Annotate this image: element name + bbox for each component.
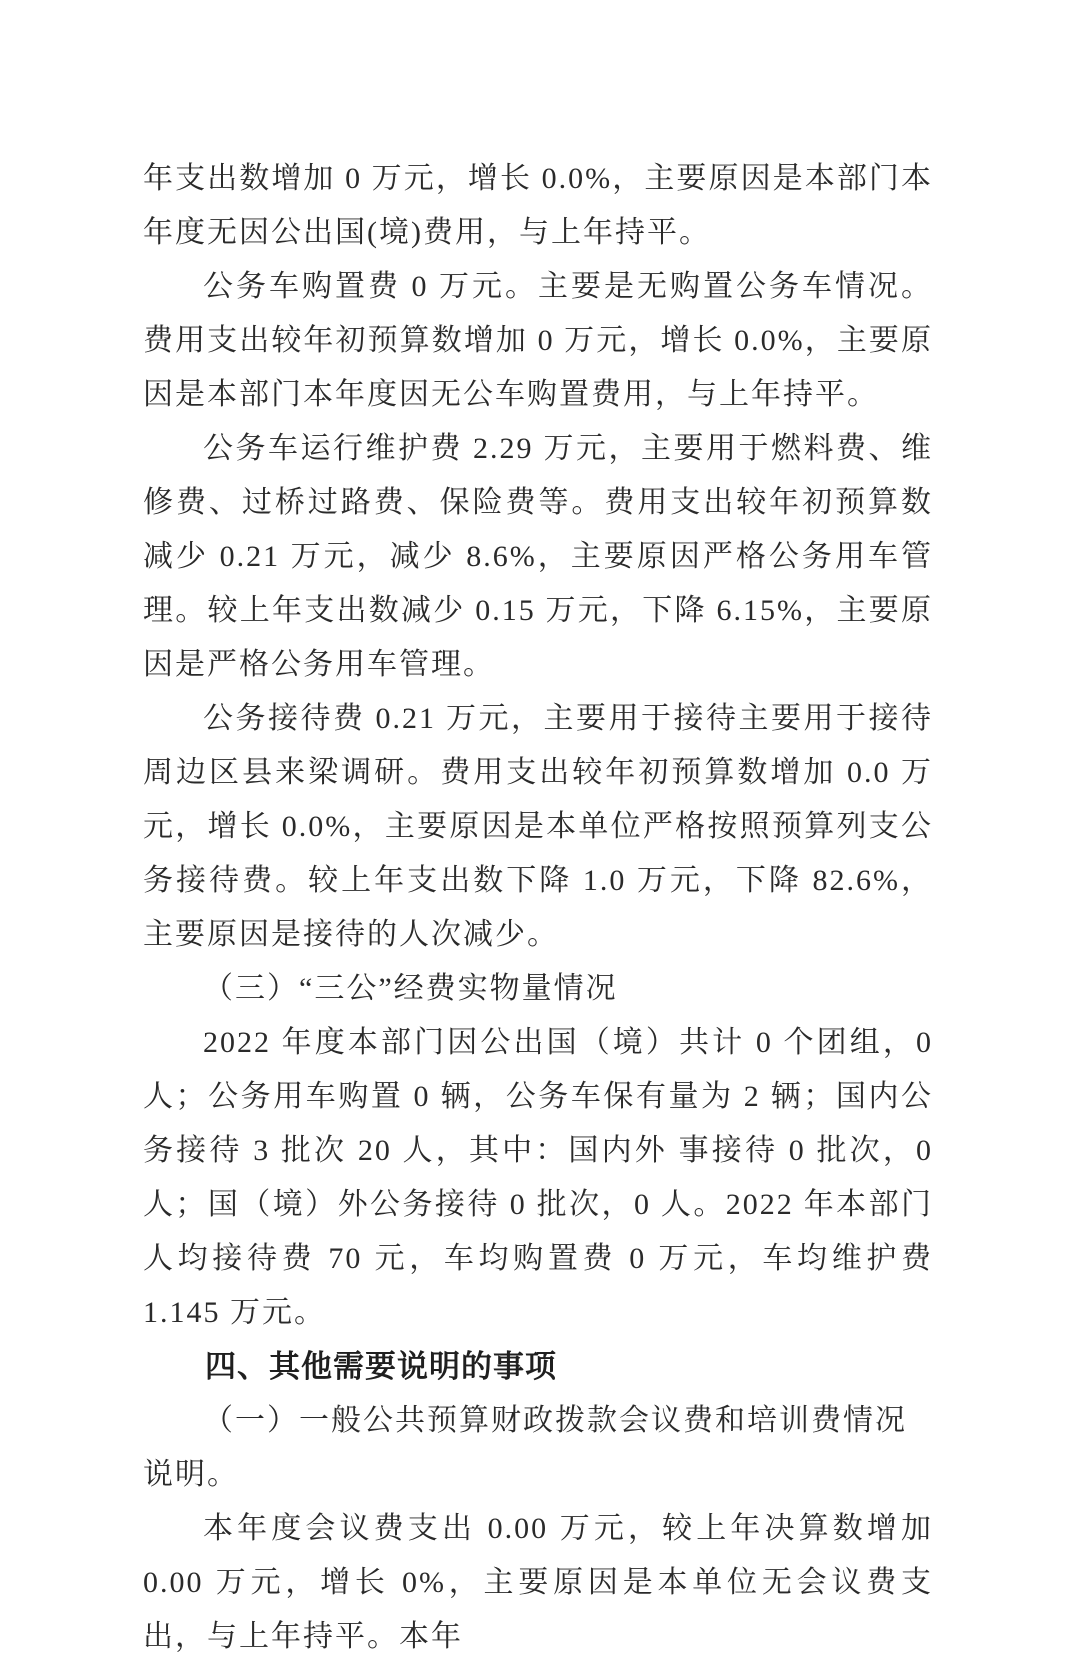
- document-text-block: [143, 152, 933, 1664]
- paragraph-three-public-expense-quantity-details: 2022 年度本部门因公出国（境）共计 0 个团组，0 人；公务用车购置 0 辆，公务车保有量为 2 辆；国内公务接待 3 批次 20 人，其中：国内外 事接待 0 批次，0 人；国（境）外公务接待 0 批次，0 人。2022 年本部门人均接待费 70 元，车均购置费 0 万元，车均维护费 1.145 万元。: [143, 1026, 933, 1329]
- paragraph-official-vehicle-purchase-expense: 公务车购置费 0 万元。主要是无购置公务车情况。费用支出较年初预算数增加 0 万元，增长 0.0%，主要原因是本部门本年度因无公车购置费用，与上年持平。: [143, 270, 933, 411]
- paragraph-official-reception-expense: 公务接待费 0.21 万元，主要用于接待主要用于接待周边区县来梁调研。费用支出较年初预算数增加 0.0 万元，增长 0.0%，主要原因是本单位严格按照预算列支公务接待费。较上年支出数下降 1.0 万元，下降 82.6%，主要原因是接待的人次减少。: [143, 702, 933, 951]
- subsection-heading-three-public-expense-quantities: （三）“三公”经费实物量情况: [203, 972, 618, 1005]
- paragraph-meeting-fee-expense-clipped: 本年度会议费支出 0.00 万元，较上年决算数增加 0.00 万元，增长 0%，主要原因是本单位无会议费支出，与上年持平。本年: [143, 1512, 933, 1653]
- paragraph-official-vehicle-maintenance-expense: 公务车运行维护费 2.29 万元，主要用于燃料费、维修费、过桥过路费、保险费等。费用支出较年初预算数减少 0.21 万元，减少 8.6%，主要原因严格公务用车管理。较上年支出数减少 0.15 万元，下降 6.15%，主要原因是严格公务用车管理。: [143, 432, 933, 681]
- subsection-heading-meeting-and-training-fees: （一）一般公共预算财政拨款会议费和培训费情况说明。: [143, 1404, 907, 1491]
- section-heading-other-matters: 四、其他需要说明的事项: [205, 1349, 557, 1384]
- paragraph-overseas-trip-expense-continued: 年支出数增加 0 万元，增长 0.0%，主要原因是本部门本年度无因公出国(境)费用，与上年持平。: [143, 162, 933, 249]
